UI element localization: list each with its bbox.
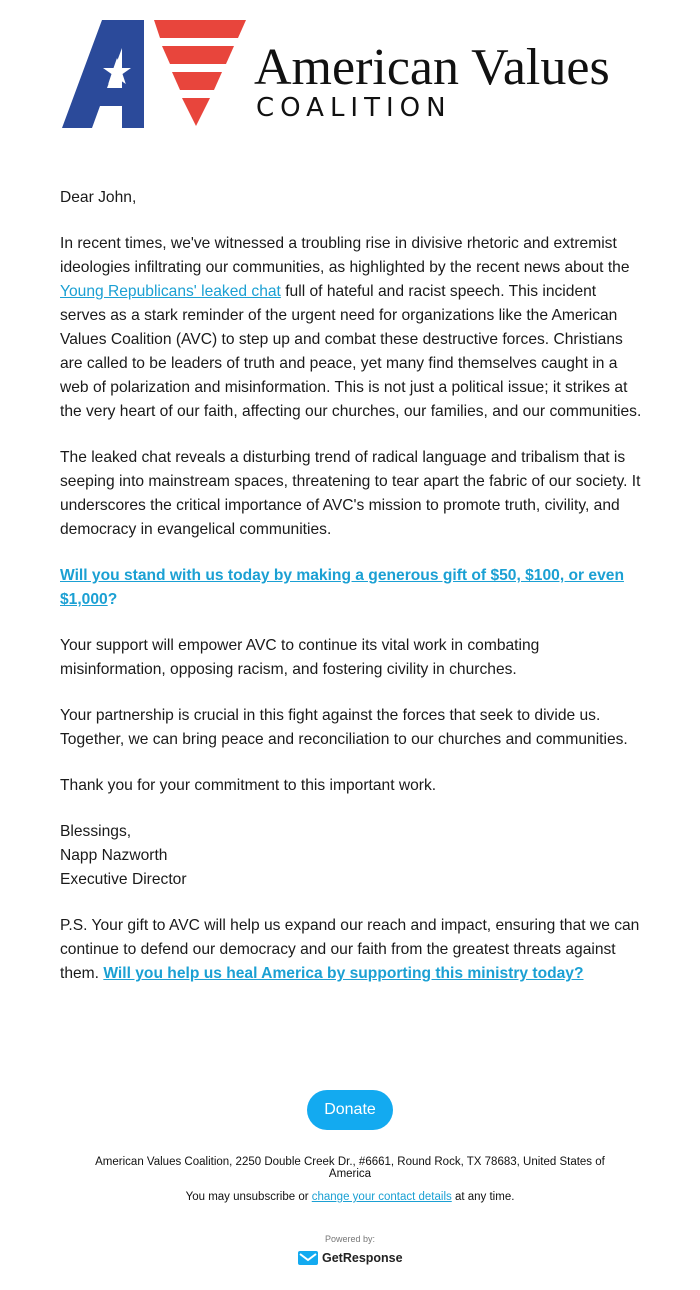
brand-subtitle: COALITION	[256, 93, 452, 123]
signoff: Blessings,	[60, 823, 132, 840]
cta-paragraph: Will you stand with us today by making a generous gift of $50, $100, or even $1,000?	[60, 567, 624, 608]
leaked-chat-link[interactable]: Young Republicans' leaked chat	[60, 283, 281, 300]
powered-by-label: Powered by:	[324, 1234, 376, 1244]
greeting: Dear John,	[60, 189, 137, 206]
change-contact-details-link[interactable]: change your contact details	[311, 1191, 452, 1203]
logo	[62, 18, 642, 130]
paragraph-2: The leaked chat reveals a disturbing trend of radical language and tribalism that is seeping into mainstream spaces, threatening to tear apart the fabric of our society. It underscores the critical importance of AVC's mission to promote truth, civility, and democracy in evangelical communities.	[60, 449, 641, 538]
footer-address: American Values Coalition, 2250 Double Creek Dr., #6661, Round Rock, TX 78683, United States of America	[95, 1156, 605, 1180]
getresponse-name: GetResponse	[322, 1251, 403, 1265]
signature	[60, 820, 645, 892]
signer-name: Napp Nazworth	[60, 847, 168, 864]
ps-paragraph: P.S. Your gift to AVC will help us expand our reach and impact, ensuring that we can continue to defend our democracy and our faith from the greatest threats against them. Will you help us heal America by supporting this ministry today?	[60, 917, 640, 982]
paragraph-1: In recent times, we've witnessed a troubling rise in divisive rhetoric and extremist ideologies infiltrating our communities, as highlighted by the recent news about the Young Republicans' leaked chat full of hateful and racist speech. This incident serves as a stark reminder of the urgent need for organizations like the American Values Coalition (AVC) to step up and combat these destructive forces. Christians are called to be leaders of truth and peace, yet many find themselves caught in a web of polarization and misinformation. This is not just a political issue; it strikes at the very heart of our faith, affecting our churches, our families, and our communities.	[60, 235, 642, 420]
gift-cta-link[interactable]: Will you stand with us today by making a generous gift of $50, $100, or even $1,000	[60, 567, 624, 608]
envelope-icon	[298, 1250, 318, 1266]
getresponse-badge[interactable]	[298, 1249, 403, 1267]
paragraph-4: Your partnership is crucial in this fight against the forces that seek to divide us. Together, we can bring peace and reconciliation to our churches and communities.	[60, 707, 628, 748]
footer-unsubscribe: You may unsubscribe or change your contact details at any time.	[185, 1191, 515, 1203]
paragraph-3: Your support will empower AVC to continue its vital work in combating misinformation, opposing racism, and fostering civility in churches.	[60, 637, 540, 678]
av-logo-mark	[62, 18, 252, 130]
paragraph-5: Thank you for your commitment to this important work.	[60, 777, 437, 794]
letter-body	[60, 186, 645, 1008]
donate-button[interactable]: Donate	[307, 1090, 393, 1130]
donate-container	[0, 1090, 700, 1130]
signer-title: Executive Director	[60, 871, 187, 888]
heal-america-link[interactable]: Will you help us heal America by supporting this ministry today?	[103, 965, 584, 982]
brand-name: American Values	[254, 39, 610, 96]
